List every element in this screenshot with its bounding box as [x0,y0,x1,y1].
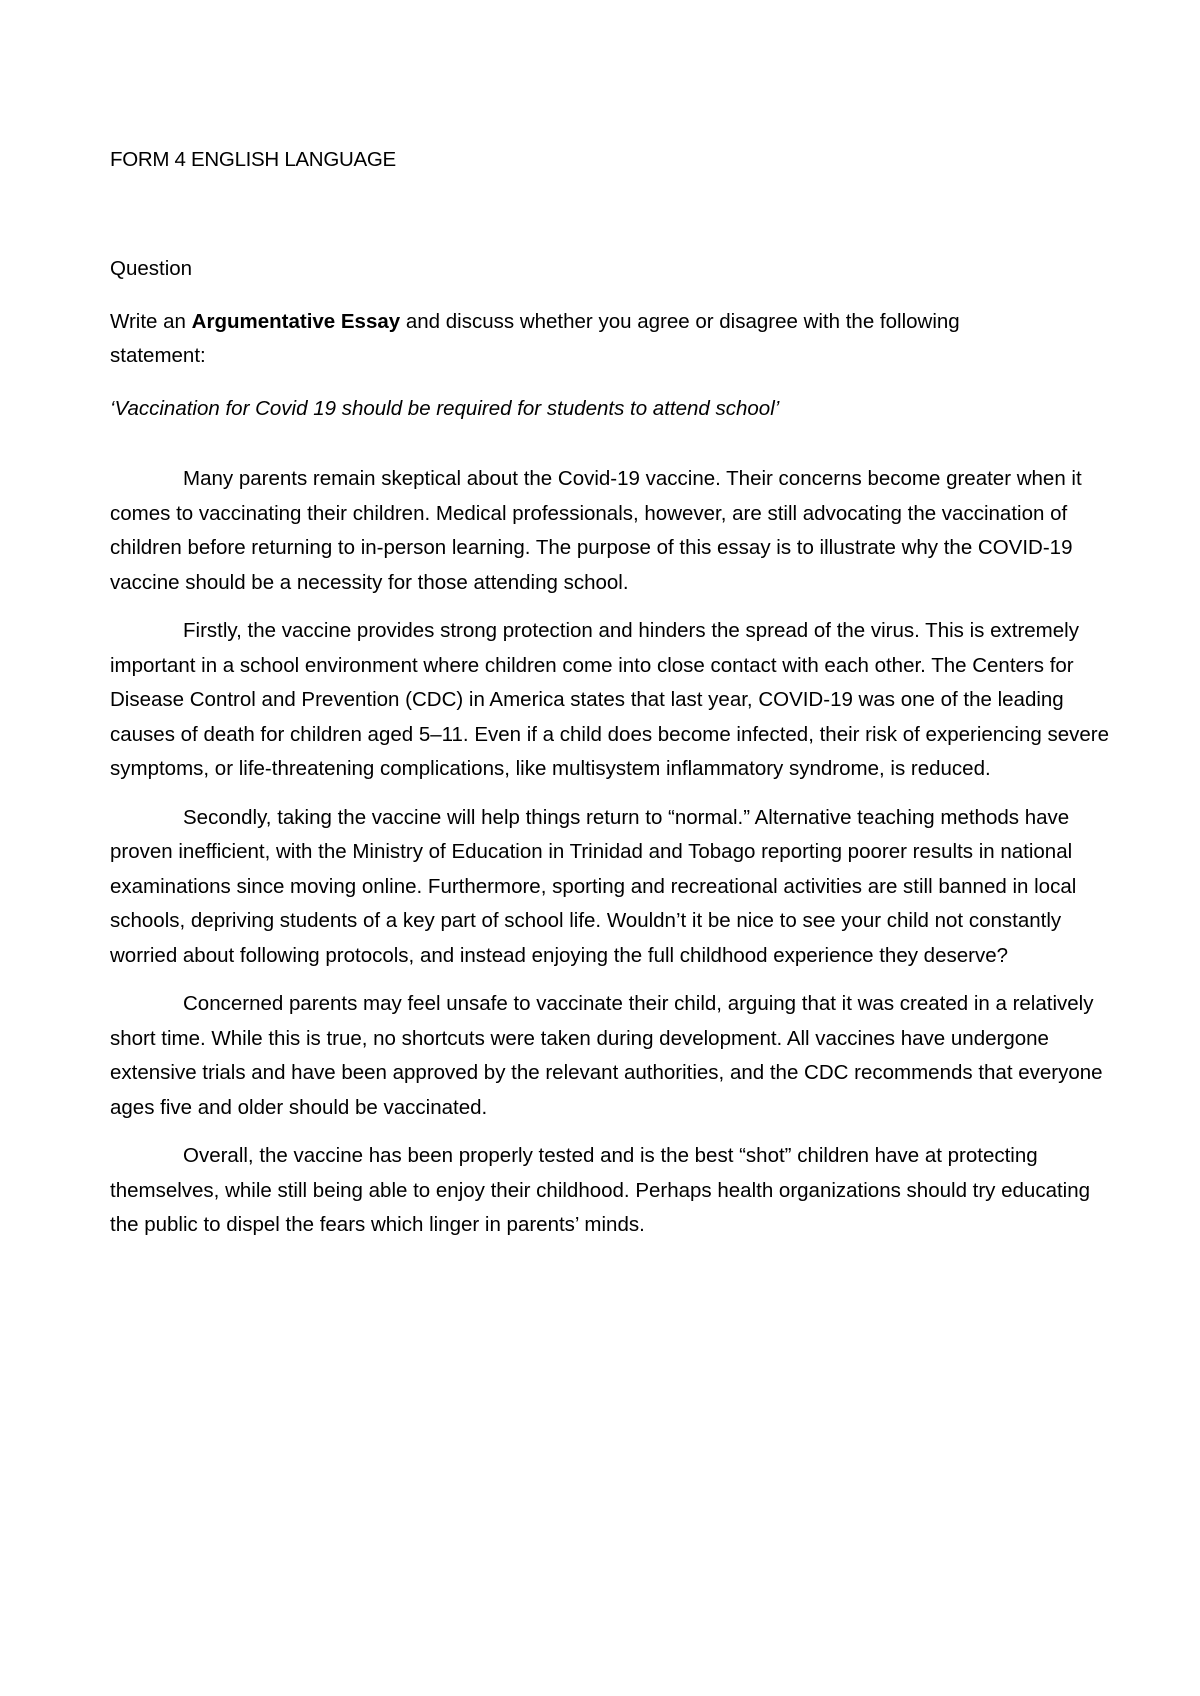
essay-statement: ‘Vaccination for Covid 19 should be required for students to attend school’ [110,396,780,420]
essay-paragraph-first-point: Firstly, the vaccine provides strong protection and hinders the spread of the virus. This is extremely important in a school environment where children come into close contact with each other. The Centers for Disease Control and Prevention (CDC) in America states that last year, COVID-19 was one of the leading causes of death for children aged 5–11. Even if a child does become infected, their risk of experiencing severe symptoms, or life-threatening complications, like multisystem inflammatory syndrome, is reduced. [110,619,1110,780]
prompt-text-before: Write an [110,309,192,333]
essay-paragraph-counterargument: Concerned parents may feel unsafe to vaccinate their child, arguing that it was created in a relatively short time. While this is true, no shortcuts were taken during development. All vaccines have undergone extensive trials and have been approved by the relevant authorities, and the CDC recommends that everyone ages five and older should be vaccinated. [110,992,1103,1119]
essay-prompt [110,305,1040,374]
essay-text [110,462,1110,1243]
essay-paragraph-conclusion: Overall, the vaccine has been properly tested and is the best “shot” children have at protecting themselves, while still being able to enjoy their childhood. Perhaps health organizations should try educating the public to dispel the fears which linger in parents’ minds. [110,1144,1091,1236]
prompt-text-after: and discuss whether you agree or disagree with the following statement: [110,309,960,367]
essay-paragraph-intro: Many parents remain skeptical about the Covid-19 vaccine. Their concerns become greater when it comes to vaccinating their children. Medical professionals, however, are still advocating the vaccination of children before returning to in-person learning. The purpose of this essay is to illustrate why the COVID-19 vaccine should be a necessity for those attending school. [110,467,1082,594]
document-body [110,143,1110,1257]
question-label: Question [110,257,193,280]
page-title: FORM 4 ENGLISH LANGUAGE [110,148,396,171]
prompt-emphasis: Argumentative Essay [191,309,401,333]
essay-paragraph-second-point: Secondly, taking the vaccine will help things return to “normal.” Alternative teaching methods have proven inefficient, with the Ministry of Education in Trinidad and Tobago reporting poorer results in national examinations since moving online. Furthermore, sporting and recreational activities are still banned in local schools, depriving students of a key part of school life. Wouldn’t it be nice to see your child not constantly worried about following protocols, and instead enjoying the full childhood experience they deserve? [110,805,1077,967]
